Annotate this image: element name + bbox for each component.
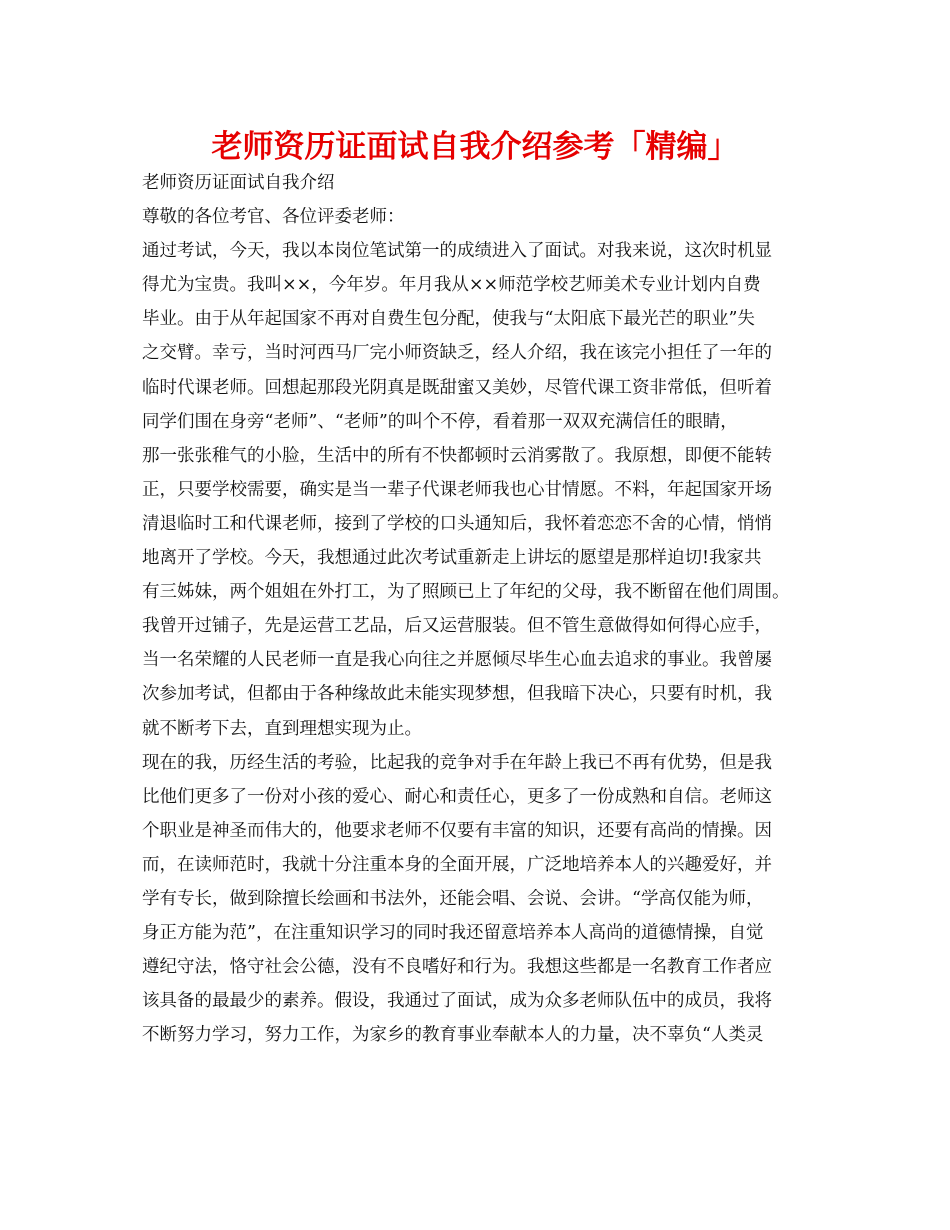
document-title: 老师资历证面试自我介绍参考「精编」: [211, 129, 739, 165]
paragraph-2: [142, 746, 814, 1053]
text-line: 地离开了学校。今天，我想通过此次考试重新走上讲坛的愿望是那样迫切!我家共: [142, 548, 762, 569]
text-line: 临时代课老师。回想起那段光阴真是既甜蜜又美妙，尽管代课工资非常低，但听着: [142, 377, 772, 398]
text-line: 当一名荣耀的人民老师一直是我心向往之并愿倾尽毕生心血去追求的事业。我曾屡: [142, 650, 772, 671]
text-line: 同学们围在身旁“老师”、“老师”的叫个不停，看着那一双双充满信任的眼睛，: [142, 411, 738, 432]
text-line: 那一张张稚气的小脸，生活中的所有不快都顿时云消雾散了。我原想，即便不能转: [142, 445, 772, 466]
text-line: 比他们更多了一份对小孩的爱心、耐心和责任心，更多了一份成熟和自信。老师这: [142, 786, 772, 807]
text-line: 而，在读师范时，我就十分注重本身的全面开展，广泛地培养本人的兴趣爱好，并: [142, 854, 772, 875]
text-line: 正，只要学校需要，确实是当一辈子代课老师我也心甘情愿。不料，年起国家开场: [142, 479, 772, 500]
text-line: 通过考试，今天，我以本岗位笔试第一的成绩进入了面试。对我来说，这次时机显: [142, 241, 772, 262]
text-line: 我曾开过铺子，先是运营工艺品，后又运营服装。但不管生意做得如何得心应手，: [142, 616, 772, 637]
text-line: 不断努力学习，努力工作，为家乡的教育事业奉献本人的力量，决不辜负“人类灵: [142, 1025, 764, 1046]
text-line: 身正方能为范”，在注重知识学习的同时我还留意培养本人高尚的道德情操，自觉: [142, 923, 764, 944]
text-line: 学有专长，做到除擅长绘画和书法外，还能会唱、会说、会讲。“学高仅能为师，: [142, 888, 764, 909]
greeting: 尊敬的各位考官、各位评委老师：: [142, 207, 405, 228]
text-line: 现在的我，历经生活的考验，比起我的竞争对手在年龄上我已不再有优势，但是我: [142, 752, 772, 773]
text-line: 遵纪守法，恪守社会公德，没有不良嗜好和行为。我想这些都是一名教育工作者应: [142, 957, 772, 978]
paragraph-1: [142, 234, 814, 745]
text-line: 得尤为宝贵。我叫××，今年岁。年月我从××师范学校艺师美术专业计划内自费: [142, 275, 761, 296]
text-line: 个职业是神圣而伟大的，他要求老师不仅要有丰富的知识，还要有高尚的情操。因: [142, 820, 772, 841]
subtitle: 老师资历证面试自我介绍: [142, 173, 335, 193]
document-body: [142, 166, 814, 1052]
text-line: 清退临时工和代课老师，接到了学校的口头通知后，我怀着恋恋不舍的心情，悄悄: [142, 513, 772, 534]
text-line: 该具备的最最少的素养。假设，我通过了面试，成为众多老师队伍中的成员，我将: [142, 991, 772, 1012]
text-line: 有三姊妹，两个姐姐在外打工，为了照顾已上了年纪的父母，我不断留在他们周围。: [142, 582, 790, 603]
text-line: 次参加考试，但都由于各种缘故此未能实现梦想，但我暗下决心，只要有时机，我: [142, 684, 772, 705]
text-line: 毕业。由于从年起国家不再对自费生包分配，使我与“太阳底下最光芒的职业”失: [142, 309, 755, 330]
text-line: 就不断考下去，直到理想实现为止。: [142, 718, 422, 739]
text-line: 之交臂。幸亏，当时河西马厂完小师资缺乏，经人介绍，我在该完小担任了一年的: [142, 343, 772, 364]
